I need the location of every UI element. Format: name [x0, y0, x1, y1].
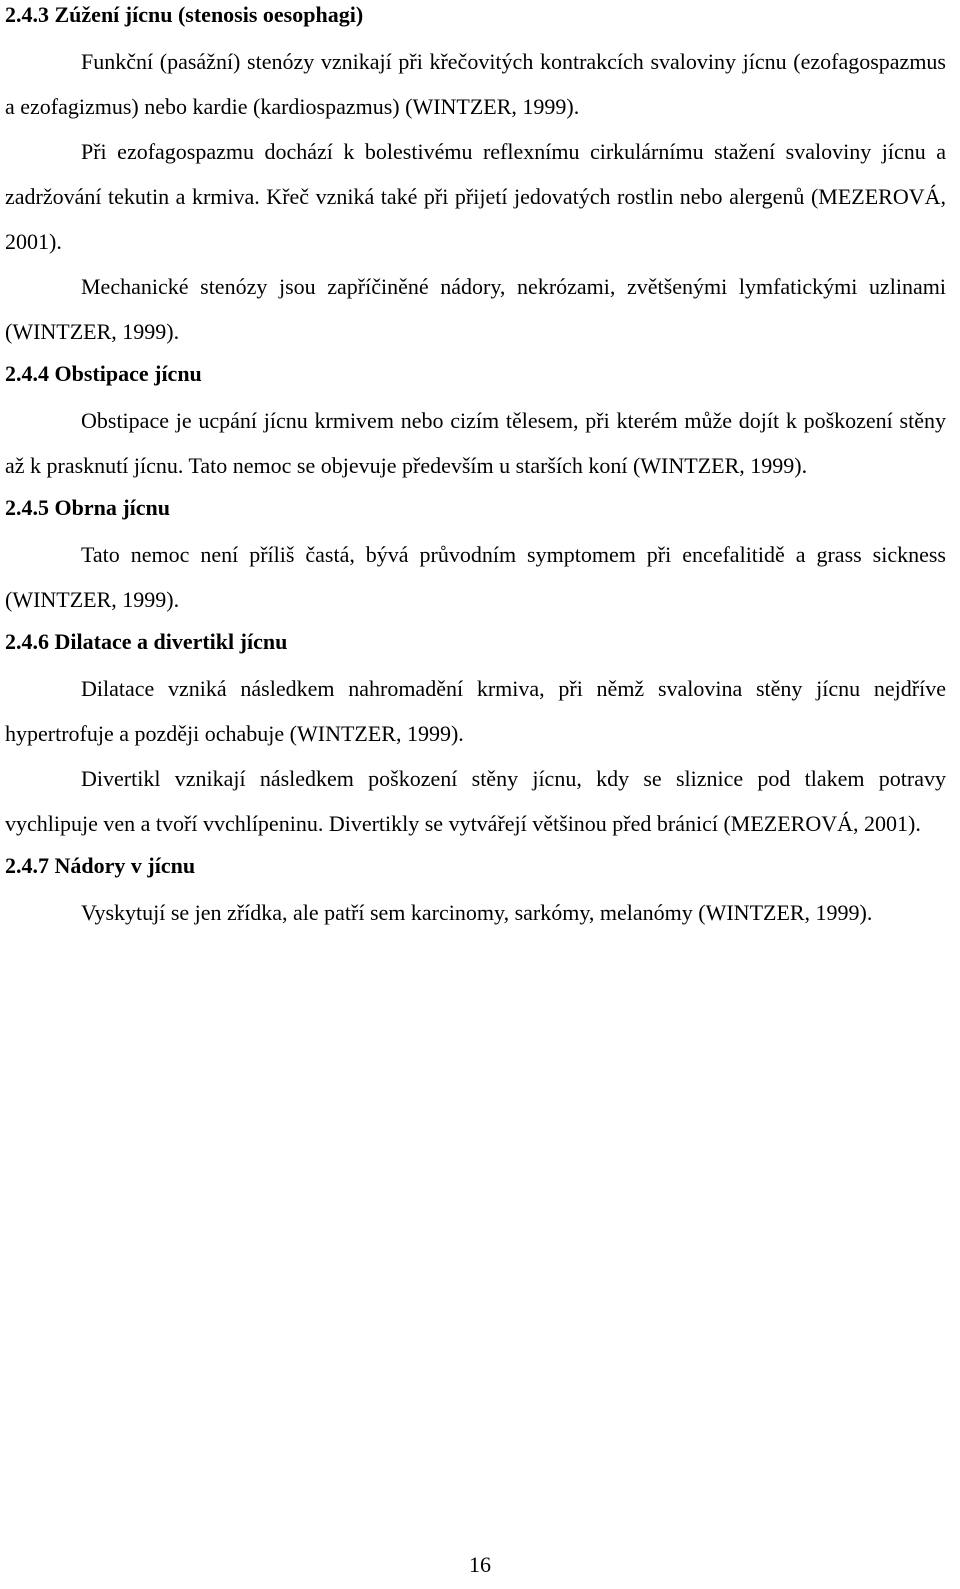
section-heading: 2.4.7 Nádory v jícnu: [5, 853, 196, 878]
section-2-4-6: [5, 627, 946, 846]
paragraph: Mechanické stenózy jsou zapříčiněné nádory, nekrózami, zvětšenými lymfatickými uzlinami (WINTZER, 1999).: [5, 274, 946, 344]
paragraph: Funkční (pasážní) stenózy vznikají při křečovitých kontrakcích svaloviny jícnu (ezofagospazmus a ezofagizmus) nebo kardie (kardiospazmus) (WINTZER, 1999).: [5, 49, 946, 119]
section-2-4-4: [5, 359, 946, 488]
paragraph: Dilatace vzniká následkem nahromadění krmiva, při němž svalovina stěny jícnu nejdříve hypertrofuje a později ochabuje (WINTZER, 1999).: [5, 676, 946, 746]
section-2-4-3: [5, 0, 946, 354]
section-heading: 2.4.3 Zúžení jícnu (stenosis oesophagi): [5, 2, 364, 27]
document-page: [5, 0, 946, 935]
section-heading: 2.4.4 Obstipace jícnu: [5, 361, 202, 386]
section-heading: 2.4.6 Dilatace a divertikl jícnu: [5, 629, 288, 654]
paragraph: Obstipace je ucpání jícnu krmivem nebo cizím tělesem, při kterém může dojít k poškození stěny až k prasknutí jícnu. Tato nemoc se objevuje především u starších koní (WINTZER, 1999).: [5, 408, 946, 478]
page-number: 16: [469, 1552, 491, 1577]
paragraph: Při ezofagospazmu dochází k bolestivému reflexnímu cirkulárnímu stažení svaloviny jícnu a zadržování tekutin a krmiva. Křeč vzniká také při přijetí jedovatých rostlin nebo alergenů (MEZEROVÁ, 2001).: [5, 139, 946, 254]
paragraph: Divertikl vznikají následkem poškození stěny jícnu, kdy se sliznice pod tlakem potravy vychlipuje ven a tvoří vvchlípeninu. Divertikly se vytvářejí většinou před bránicí (MEZEROVÁ, 2001).: [5, 766, 946, 836]
section-2-4-5: [5, 493, 946, 622]
section-2-4-7: [5, 851, 946, 935]
paragraph: Tato nemoc není příliš častá, bývá průvodním symptomem při encefalitidě a grass sickness (WINTZER, 1999).: [5, 542, 946, 612]
paragraph: Vyskytují se jen zřídka, ale patří sem karcinomy, sarkómy, melanómy (WINTZER, 1999).: [81, 900, 873, 925]
section-heading: 2.4.5 Obrna jícnu: [5, 495, 171, 520]
